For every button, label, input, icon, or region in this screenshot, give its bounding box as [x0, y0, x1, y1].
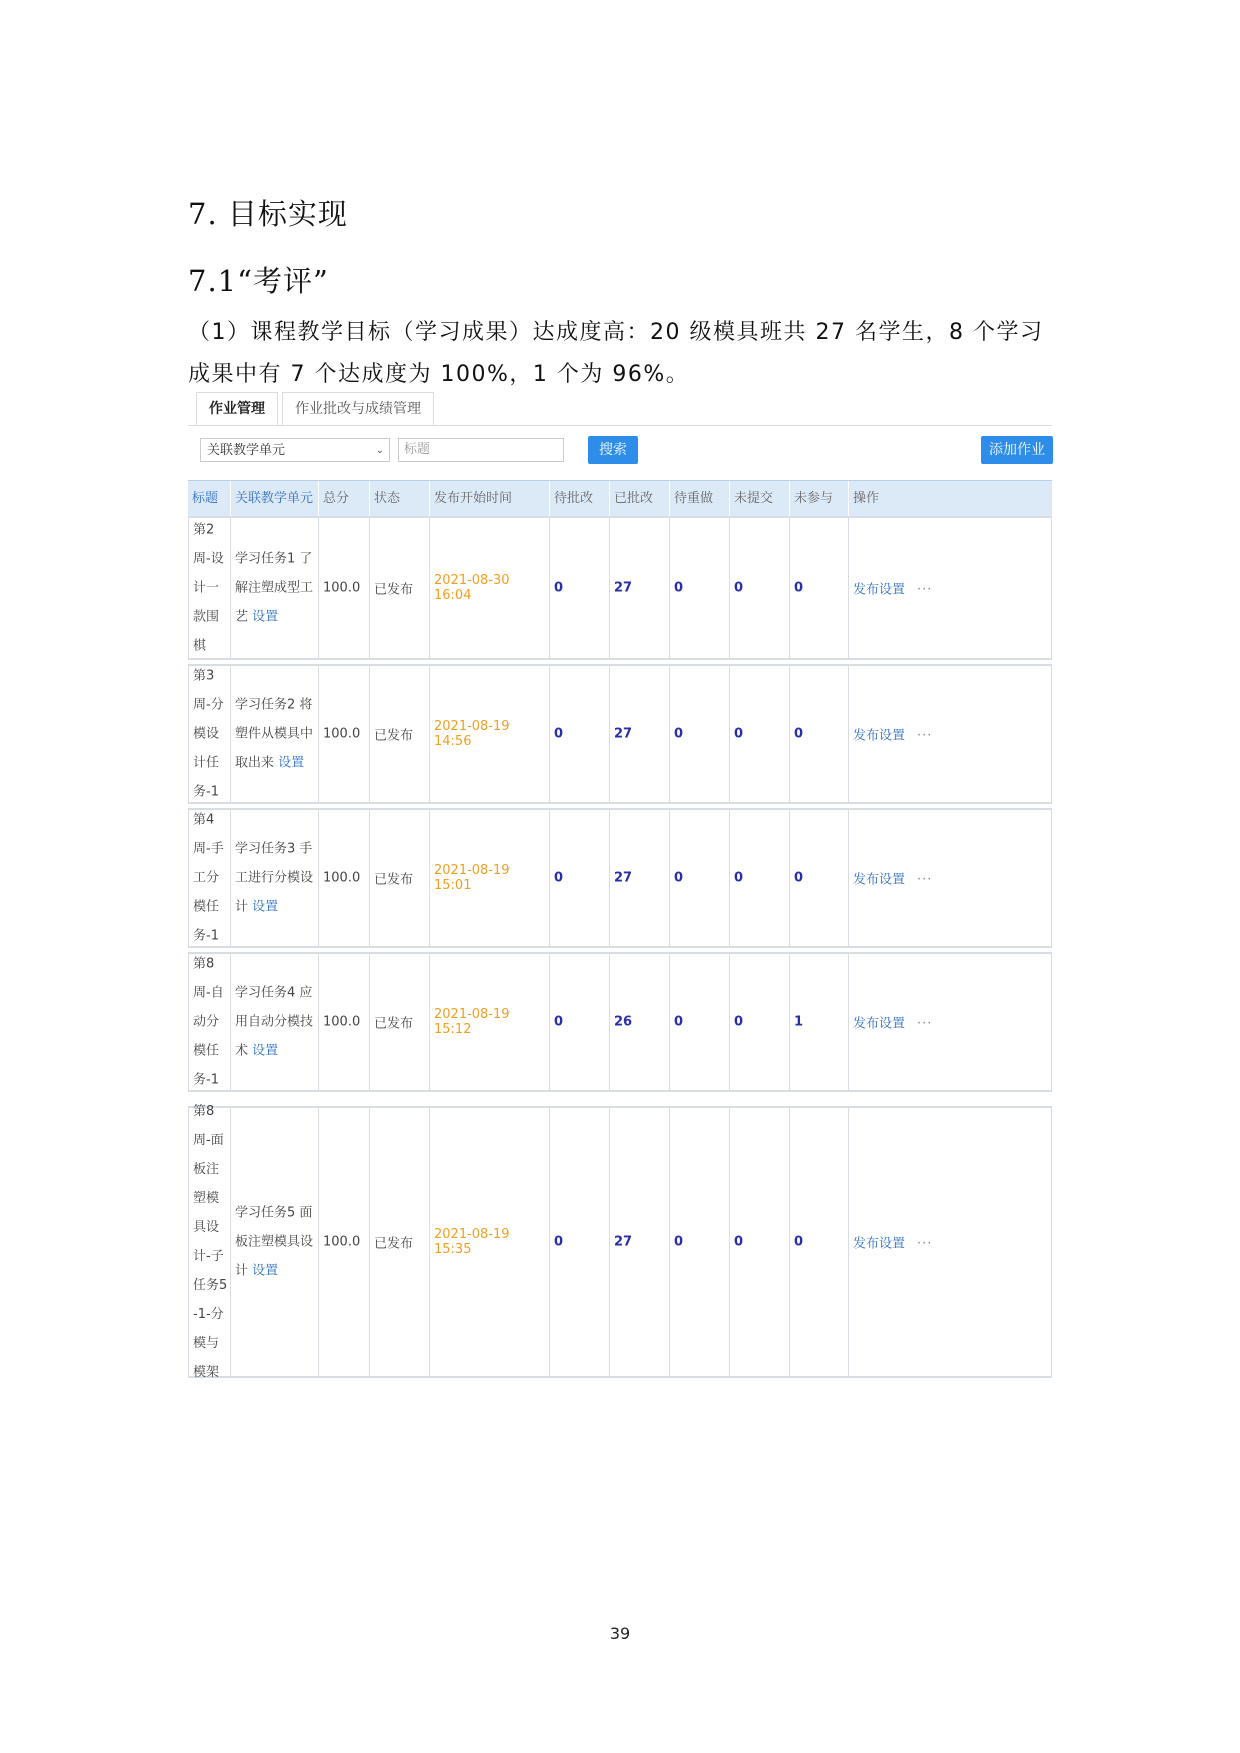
- unit-settings-link[interactable]: 设置: [252, 1043, 279, 1059]
- score-value: 100.0: [323, 1234, 361, 1250]
- time-value: 2021-08-19 15:01: [434, 863, 510, 893]
- action-text: [853, 1013, 1049, 1032]
- absent-value: 0: [794, 1234, 804, 1250]
- cell-graded: [609, 666, 669, 802]
- redo-value: 0: [674, 580, 684, 596]
- col-time: 发布开始时间: [429, 481, 549, 516]
- pending-value: 0: [554, 870, 564, 886]
- col-score: 总分: [318, 481, 369, 516]
- cell-status: [369, 1108, 429, 1376]
- unit-select-value: 关联教学单元: [207, 443, 286, 458]
- search-button[interactable]: 搜索: [588, 436, 638, 464]
- cell-absent: [789, 1108, 848, 1376]
- unsubmitted-text: [734, 581, 787, 596]
- cell-score: [318, 810, 369, 946]
- table-row: [188, 664, 1052, 804]
- unsubmitted-text: [734, 1015, 787, 1030]
- cell-unit: [230, 1108, 318, 1376]
- pending-text: [554, 1015, 607, 1030]
- status-value: 已发布: [374, 728, 414, 744]
- tab-assignment-management[interactable]: 作业管理: [196, 392, 278, 426]
- cell-unit: [230, 666, 318, 802]
- tab-grading-management[interactable]: 作业批改与成绩管理: [282, 392, 434, 426]
- cell-unit: [230, 518, 318, 658]
- cell-title: [188, 954, 230, 1090]
- cell-action: [848, 1108, 1052, 1376]
- table-row: [188, 1106, 1052, 1378]
- unit-value: 学习任务3 手 工进行分模设 计: [235, 841, 314, 915]
- unsubmitted-value: 0: [734, 870, 744, 886]
- unsubmitted-text: [734, 727, 787, 742]
- score-value: 100.0: [323, 726, 361, 742]
- cell-action: [848, 954, 1052, 1090]
- pending-text: [554, 727, 607, 742]
- unsubmitted-text: [734, 871, 787, 886]
- col-status: 状态: [369, 481, 429, 516]
- tab-bar: [196, 392, 438, 426]
- unit-settings-link[interactable]: 设置: [252, 899, 279, 915]
- title-text: [193, 806, 228, 951]
- absent-text: [794, 1015, 846, 1030]
- status-text: [374, 725, 427, 744]
- table-row: [188, 952, 1052, 1092]
- title-text: [193, 950, 228, 1095]
- cell-title: [188, 1104, 230, 1380]
- pending-text: [554, 581, 607, 596]
- cell-graded: [609, 810, 669, 946]
- graded-text: [614, 581, 667, 596]
- cell-status: [369, 666, 429, 802]
- status-text: [374, 1233, 427, 1252]
- publish-settings-link[interactable]: 发布设置: [853, 582, 906, 598]
- more-icon[interactable]: ···: [917, 728, 933, 744]
- action-text: [853, 869, 1049, 888]
- graded-text: [614, 1015, 667, 1030]
- unsubmitted-text: [734, 1235, 787, 1250]
- cell-status: [369, 810, 429, 946]
- more-icon[interactable]: ···: [917, 582, 933, 598]
- cell-status: [369, 954, 429, 1090]
- col-action: 操作: [848, 481, 1052, 516]
- more-icon[interactable]: ···: [917, 1236, 933, 1252]
- unsubmitted-value: 0: [734, 1014, 744, 1030]
- graded-value: 27: [614, 1234, 633, 1250]
- cell-redo: [669, 666, 729, 802]
- unsubmitted-value: 0: [734, 726, 744, 742]
- graded-text: [614, 1235, 667, 1250]
- status-value: 已发布: [374, 582, 414, 598]
- cell-graded: [609, 518, 669, 658]
- table-row: [188, 516, 1052, 660]
- time-text: [434, 1227, 547, 1257]
- unit-text: [235, 691, 316, 778]
- title-text: [193, 1097, 228, 1387]
- cell-time: [429, 954, 549, 1090]
- time-value: 2021-08-19 14:56: [434, 719, 510, 749]
- unit-text: [235, 835, 316, 922]
- pending-value: 0: [554, 1014, 564, 1030]
- table-row: [188, 808, 1052, 948]
- time-value: 2021-08-19 15:12: [434, 1007, 510, 1037]
- chevron-down-icon: ⌄: [375, 445, 384, 456]
- cell-absent: [789, 666, 848, 802]
- col-redo: 待重做: [669, 481, 729, 516]
- cell-time: [429, 1108, 549, 1376]
- unsubmitted-value: 0: [734, 1234, 744, 1250]
- action-text: [853, 1233, 1049, 1252]
- unsubmitted-value: 0: [734, 580, 744, 596]
- unit-settings-link[interactable]: 设置: [252, 1263, 279, 1279]
- pending-value: 0: [554, 580, 564, 596]
- col-title[interactable]: 标题: [192, 491, 219, 506]
- unit-text: [235, 545, 316, 632]
- action-text: [853, 725, 1049, 744]
- cell-unsubmitted: [729, 810, 789, 946]
- graded-text: [614, 727, 667, 742]
- tab-divider: [188, 425, 1052, 426]
- cell-action: [848, 518, 1052, 658]
- cell-unsubmitted: [729, 666, 789, 802]
- unit-select[interactable]: [200, 438, 390, 462]
- status-text: [374, 579, 427, 598]
- score-value: 100.0: [323, 1014, 361, 1030]
- redo-text: [674, 581, 727, 596]
- cell-graded: [609, 1108, 669, 1376]
- table-header: [188, 480, 1052, 517]
- title-value: 第3 周-分 模设 计任 务-1: [193, 668, 224, 800]
- cell-pending: [549, 810, 609, 946]
- cell-score: [318, 954, 369, 1090]
- status-text: [374, 869, 427, 888]
- cell-title: [188, 666, 230, 802]
- pending-value: 0: [554, 726, 564, 742]
- more-icon[interactable]: ···: [917, 872, 933, 888]
- cell-action: [848, 666, 1052, 802]
- redo-value: 0: [674, 870, 684, 886]
- add-assignment-button[interactable]: 添加作业: [981, 436, 1053, 464]
- cell-redo: [669, 810, 729, 946]
- redo-text: [674, 1235, 727, 1250]
- subsection-heading: 7.1“考评”: [188, 264, 329, 298]
- unit-value: 学习任务5 面 板注塑模具设 计: [235, 1205, 314, 1279]
- cell-unsubmitted: [729, 518, 789, 658]
- score-value: 100.0: [323, 580, 361, 596]
- cell-title: [188, 518, 230, 658]
- unit-value: 学习任务2 将 塑件从模具中 取出来: [235, 697, 314, 771]
- unit-value: 学习任务4 应 用自动分模技 术: [235, 985, 314, 1059]
- cell-pending: [549, 666, 609, 802]
- absent-text: [794, 581, 846, 596]
- status-text: [374, 1013, 427, 1032]
- time-text: [434, 1007, 547, 1037]
- time-text: [434, 863, 547, 893]
- cell-score: [318, 1108, 369, 1376]
- redo-value: 0: [674, 726, 684, 742]
- absent-value: 0: [794, 870, 804, 886]
- body-paragraph: （1）课程教学目标（学习成果）达成度高：20 级模具班共 27 名学生，8 个学习成果中有 7 个达成度为 100%，1 个为 96%。: [188, 320, 1044, 387]
- page-number: 39: [609, 1624, 631, 1643]
- status-value: 已发布: [374, 1016, 414, 1032]
- title-value: 第2 周-设 计一 款围 棋: [193, 522, 224, 654]
- graded-text: [614, 871, 667, 886]
- redo-value: 0: [674, 1234, 684, 1250]
- absent-value: 1: [794, 1014, 804, 1030]
- graded-value: 27: [614, 870, 633, 886]
- cell-pending: [549, 954, 609, 1090]
- score-text: [323, 727, 367, 742]
- cell-pending: [549, 518, 609, 658]
- time-value: 2021-08-30 16:04: [434, 573, 510, 603]
- unit-text: [235, 979, 316, 1066]
- unit-settings-link[interactable]: 设置: [278, 755, 305, 771]
- pending-text: [554, 1235, 607, 1250]
- graded-value: 27: [614, 580, 633, 596]
- unit-value: 学习任务1 了 解注塑成型工 艺: [235, 551, 314, 625]
- cell-time: [429, 666, 549, 802]
- embedded-screenshot: [188, 392, 1052, 1488]
- absent-text: [794, 1235, 846, 1250]
- absent-value: 0: [794, 726, 804, 742]
- col-pending: 待批改: [549, 481, 609, 516]
- cell-unsubmitted: [729, 1108, 789, 1376]
- pending-value: 0: [554, 1234, 564, 1250]
- cell-unit: [230, 954, 318, 1090]
- redo-text: [674, 871, 727, 886]
- graded-value: 26: [614, 1014, 633, 1030]
- title-value: 第8 周-面 板注 塑模 具设 计-子 任务5 -1-分 模与 模架: [193, 1104, 228, 1380]
- graded-value: 27: [614, 726, 633, 742]
- cell-time: [429, 810, 549, 946]
- cell-action: [848, 810, 1052, 946]
- title-value: 第4 周-手 工分 模任 务-1: [193, 812, 224, 944]
- cell-score: [318, 518, 369, 658]
- redo-text: [674, 1015, 727, 1030]
- status-value: 已发布: [374, 872, 414, 888]
- time-text: [434, 719, 547, 749]
- cell-unsubmitted: [729, 954, 789, 1090]
- unit-settings-link[interactable]: 设置: [252, 609, 279, 625]
- unit-text: [235, 1199, 316, 1286]
- score-value: 100.0: [323, 870, 361, 886]
- cell-absent: [789, 954, 848, 1090]
- more-icon[interactable]: ···: [917, 1016, 933, 1032]
- action-text: [853, 579, 1049, 598]
- cell-redo: [669, 518, 729, 658]
- col-unsubmitted: 未提交: [729, 481, 789, 516]
- cell-absent: [789, 518, 848, 658]
- publish-settings-link[interactable]: 发布设置: [853, 728, 906, 744]
- title-search-input[interactable]: 标题: [398, 438, 564, 462]
- score-text: [323, 1235, 367, 1250]
- title-value: 第8 周-自 动分 模任 务-1: [193, 956, 224, 1088]
- absent-text: [794, 871, 846, 886]
- cell-absent: [789, 810, 848, 946]
- redo-text: [674, 727, 727, 742]
- time-value: 2021-08-19 15:35: [434, 1227, 510, 1257]
- publish-settings-link[interactable]: 发布设置: [853, 1236, 906, 1252]
- publish-settings-link[interactable]: 发布设置: [853, 1016, 906, 1032]
- score-text: [323, 871, 367, 886]
- cell-unit: [230, 810, 318, 946]
- cell-redo: [669, 1108, 729, 1376]
- publish-settings-link[interactable]: 发布设置: [853, 872, 906, 888]
- title-text: [193, 662, 228, 807]
- cell-title: [188, 810, 230, 946]
- col-absent: 未参与: [789, 481, 848, 516]
- cell-redo: [669, 954, 729, 1090]
- score-text: [323, 581, 367, 596]
- section-heading: 7. 目标实现: [188, 197, 348, 231]
- cell-pending: [549, 1108, 609, 1376]
- time-text: [434, 573, 547, 603]
- col-graded: 已批改: [609, 481, 669, 516]
- cell-score: [318, 666, 369, 802]
- absent-value: 0: [794, 580, 804, 596]
- status-value: 已发布: [374, 1236, 414, 1252]
- absent-text: [794, 727, 846, 742]
- title-text: [193, 516, 228, 661]
- cell-graded: [609, 954, 669, 1090]
- cell-time: [429, 518, 549, 658]
- pending-text: [554, 871, 607, 886]
- score-text: [323, 1015, 367, 1030]
- cell-status: [369, 518, 429, 658]
- redo-value: 0: [674, 1014, 684, 1030]
- col-unit[interactable]: 关联教学单元: [230, 481, 318, 516]
